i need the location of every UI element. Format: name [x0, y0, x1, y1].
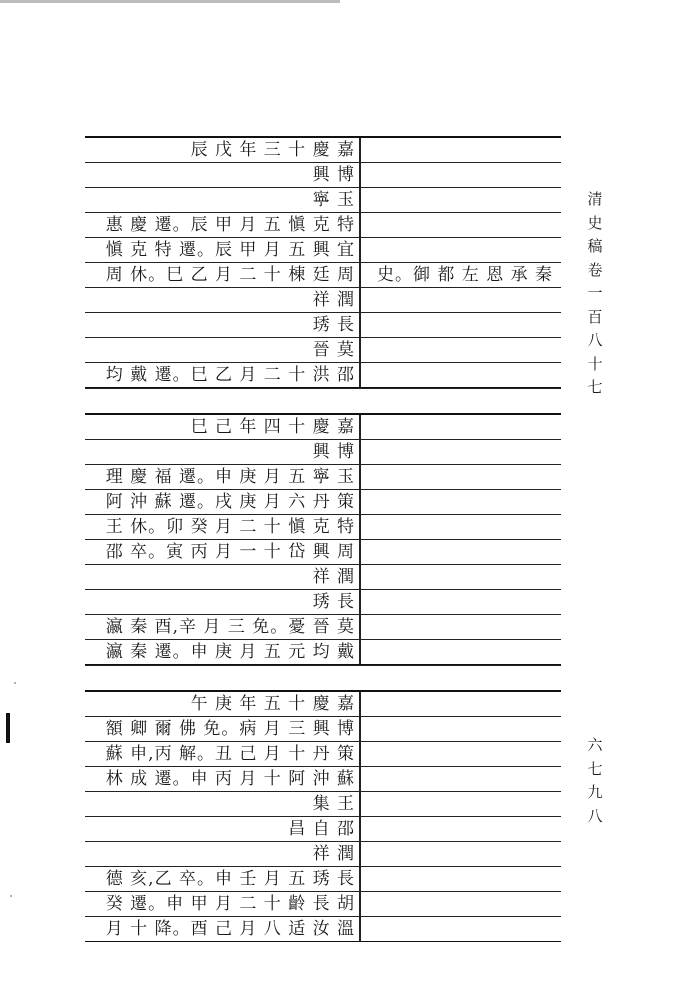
office-cell: [361, 717, 561, 741]
office-cell: [361, 490, 561, 514]
year-block: [85, 690, 561, 942]
entry-text: 祥 潤: [312, 844, 355, 864]
table-row: [85, 589, 561, 614]
table-row: [85, 766, 561, 791]
table-row: [85, 413, 561, 439]
entry-cell: [85, 415, 359, 439]
entry-text: 月 十 降。酉 己 月 八 适 汝 溫: [105, 919, 355, 939]
entry-cell: [85, 490, 359, 514]
entry-text: 祥 潤: [312, 290, 355, 310]
record-table: [85, 136, 561, 942]
table-row: [85, 514, 561, 539]
speck: [10, 895, 12, 897]
margin-title-char: 十: [587, 354, 603, 373]
entry-cell: [85, 465, 359, 489]
binding-mark: [6, 713, 10, 743]
entry-text: 琇 長: [312, 315, 355, 335]
entry-cell: [85, 917, 359, 941]
table-row: [85, 162, 561, 187]
entry-text: 阿 沖 蘇 遷。戌 庚 月 六 丹 策: [105, 492, 355, 512]
entry-cell: [85, 163, 359, 187]
entry-cell: [85, 363, 359, 387]
year-block: [85, 413, 561, 665]
office-cell: [361, 465, 561, 489]
office-cell: [361, 440, 561, 464]
table-row: [85, 841, 561, 866]
table-row: [85, 791, 561, 816]
entry-text: 周 休。巳 乙 月 二 十 棟 廷 周: [105, 265, 355, 285]
margin-title-char: 卷: [587, 260, 603, 279]
table-row: [85, 866, 561, 891]
entry-cell: [85, 817, 359, 841]
office-cell: [361, 415, 561, 439]
entry-text: 均 戴 遷。巳 乙 月 二 十 洪 邵: [105, 365, 355, 385]
office-cell: [361, 817, 561, 841]
office-cell: [361, 742, 561, 766]
entry-cell: [85, 540, 359, 564]
entry-cell: [85, 515, 359, 539]
table-row: [85, 489, 561, 514]
entry-text: 惠 慶 遷。辰 甲 月 五 愼 克 特: [105, 215, 355, 235]
table-row: [85, 337, 561, 362]
entry-cell: [85, 138, 359, 162]
entry-text: 巳 己 年 四 十 慶 嘉: [190, 417, 355, 437]
entry-cell: [85, 867, 359, 891]
table-row: [85, 916, 561, 942]
office-cell: [361, 615, 561, 639]
margin-title-char: 史: [587, 213, 603, 232]
margin-title-char: 百: [587, 307, 603, 326]
office-cell: [361, 842, 561, 866]
office-cell: [361, 917, 561, 941]
entry-text: 德 亥,乙 卒。申 壬 月 五 琇 長: [105, 869, 355, 889]
entry-text: 癸 遷。申 甲 月 二 十 齡 長 胡: [105, 894, 355, 914]
block-gap: [85, 388, 561, 413]
office-cell: [361, 163, 561, 187]
table-row: [85, 639, 561, 665]
entry-text: 辰 戊 年 三 十 慶 嘉: [190, 140, 355, 160]
entry-text: 愼 克 特 遷。辰 甲 月 五 興 宜: [105, 240, 355, 260]
office-cell: [361, 263, 561, 287]
entry-text: 瀛 秦 遷。申 庚 月 五 元 均 戴: [105, 642, 355, 662]
table-row: [85, 564, 561, 589]
entry-cell: [85, 440, 359, 464]
table-row: [85, 237, 561, 262]
office-cell: [361, 313, 561, 337]
entry-text: 瀛 秦 酉,辛 月 三 免。憂 晉 莫: [105, 617, 355, 637]
table-row: [85, 539, 561, 564]
table-row: [85, 816, 561, 841]
entry-cell: [85, 742, 359, 766]
office-cell: [361, 515, 561, 539]
speck: [14, 682, 16, 684]
margin-title-char: 清: [587, 190, 603, 208]
table-row: [85, 312, 561, 337]
entry-text: 祥 潤: [312, 567, 355, 587]
table-row: [85, 187, 561, 212]
table-row: [85, 439, 561, 464]
table-row: [85, 716, 561, 741]
table-row: [85, 136, 561, 162]
table-row: [85, 891, 561, 916]
entry-text: 王 休。卯 癸 月 二 十 愼 克 特: [105, 517, 355, 537]
office-cell: [361, 188, 561, 212]
margin-title-char: 一: [587, 284, 603, 302]
entry-cell: [85, 288, 359, 312]
office-cell: [361, 138, 561, 162]
office-cell: [361, 238, 561, 262]
entry-text: 理 慶 福 遷。申 庚 月 五 寧 玉: [105, 467, 355, 487]
margin-title: [585, 188, 605, 400]
office-cell: [361, 540, 561, 564]
entry-cell: [85, 842, 359, 866]
entry-cell: [85, 313, 359, 337]
top-rule: [0, 0, 340, 3]
office-cell: [361, 213, 561, 237]
page-number-char: 六: [587, 736, 603, 754]
entry-text: 晉 莫: [312, 340, 355, 360]
table-row: [85, 287, 561, 312]
table-row: [85, 690, 561, 716]
entry-cell: [85, 238, 359, 262]
margin-title-char: 稿: [587, 237, 603, 255]
office-cell: [361, 767, 561, 791]
margin-title-char: 七: [587, 378, 603, 396]
entry-cell: [85, 640, 359, 664]
entry-text: 琇 長: [312, 592, 355, 612]
entry-text: 額 卿 爾 佛 免。病 月 三 興 博: [105, 719, 355, 739]
office-text: 史。御 都 左 恩 承 秦: [377, 265, 554, 285]
entry-cell: [85, 565, 359, 589]
office-cell: [361, 288, 561, 312]
office-cell: [361, 363, 561, 387]
office-cell: [361, 565, 561, 589]
block-gap: [85, 665, 561, 690]
entry-cell: [85, 338, 359, 362]
margin-title-char: 八: [587, 331, 603, 349]
table-row: [85, 362, 561, 388]
entry-text: 集 王: [312, 794, 355, 814]
entry-text: 興 博: [312, 165, 355, 185]
office-cell: [361, 692, 561, 716]
office-cell: [361, 640, 561, 664]
table-row: [85, 614, 561, 639]
entry-cell: [85, 717, 359, 741]
year-block: [85, 136, 561, 388]
entry-cell: [85, 792, 359, 816]
table-row: [85, 741, 561, 766]
page-number-char: 九: [587, 783, 603, 801]
entry-cell: [85, 188, 359, 212]
entry-cell: [85, 692, 359, 716]
office-cell: [361, 590, 561, 614]
entry-cell: [85, 615, 359, 639]
entry-text: 邵 卒。寅 丙 月 一 十 岱 興 周: [105, 542, 355, 562]
office-cell: [361, 338, 561, 362]
table-row: [85, 464, 561, 489]
page-number-char: 八: [587, 806, 603, 825]
entry-text: 興 博: [312, 442, 355, 462]
page-number-char: 七: [587, 759, 603, 778]
entry-text: 午 庚 年 五 十 慶 嘉: [190, 694, 355, 714]
entry-cell: [85, 590, 359, 614]
table-row: [85, 212, 561, 237]
entry-text: 蘇 申,丙 解。丑 己 月 十 丹 策: [105, 744, 355, 764]
entry-cell: [85, 767, 359, 791]
entry-cell: [85, 213, 359, 237]
office-cell: [361, 892, 561, 916]
page-number: [585, 734, 605, 828]
entry-text: 林 成 遷。申 丙 月 十 阿 沖 蘇: [105, 769, 355, 789]
table-row: [85, 262, 561, 287]
entry-text: 昌 自 邵: [288, 819, 355, 839]
entry-cell: [85, 263, 359, 287]
entry-text: 寧 玉: [312, 190, 355, 210]
entry-cell: [85, 892, 359, 916]
office-cell: [361, 867, 561, 891]
office-cell: [361, 792, 561, 816]
